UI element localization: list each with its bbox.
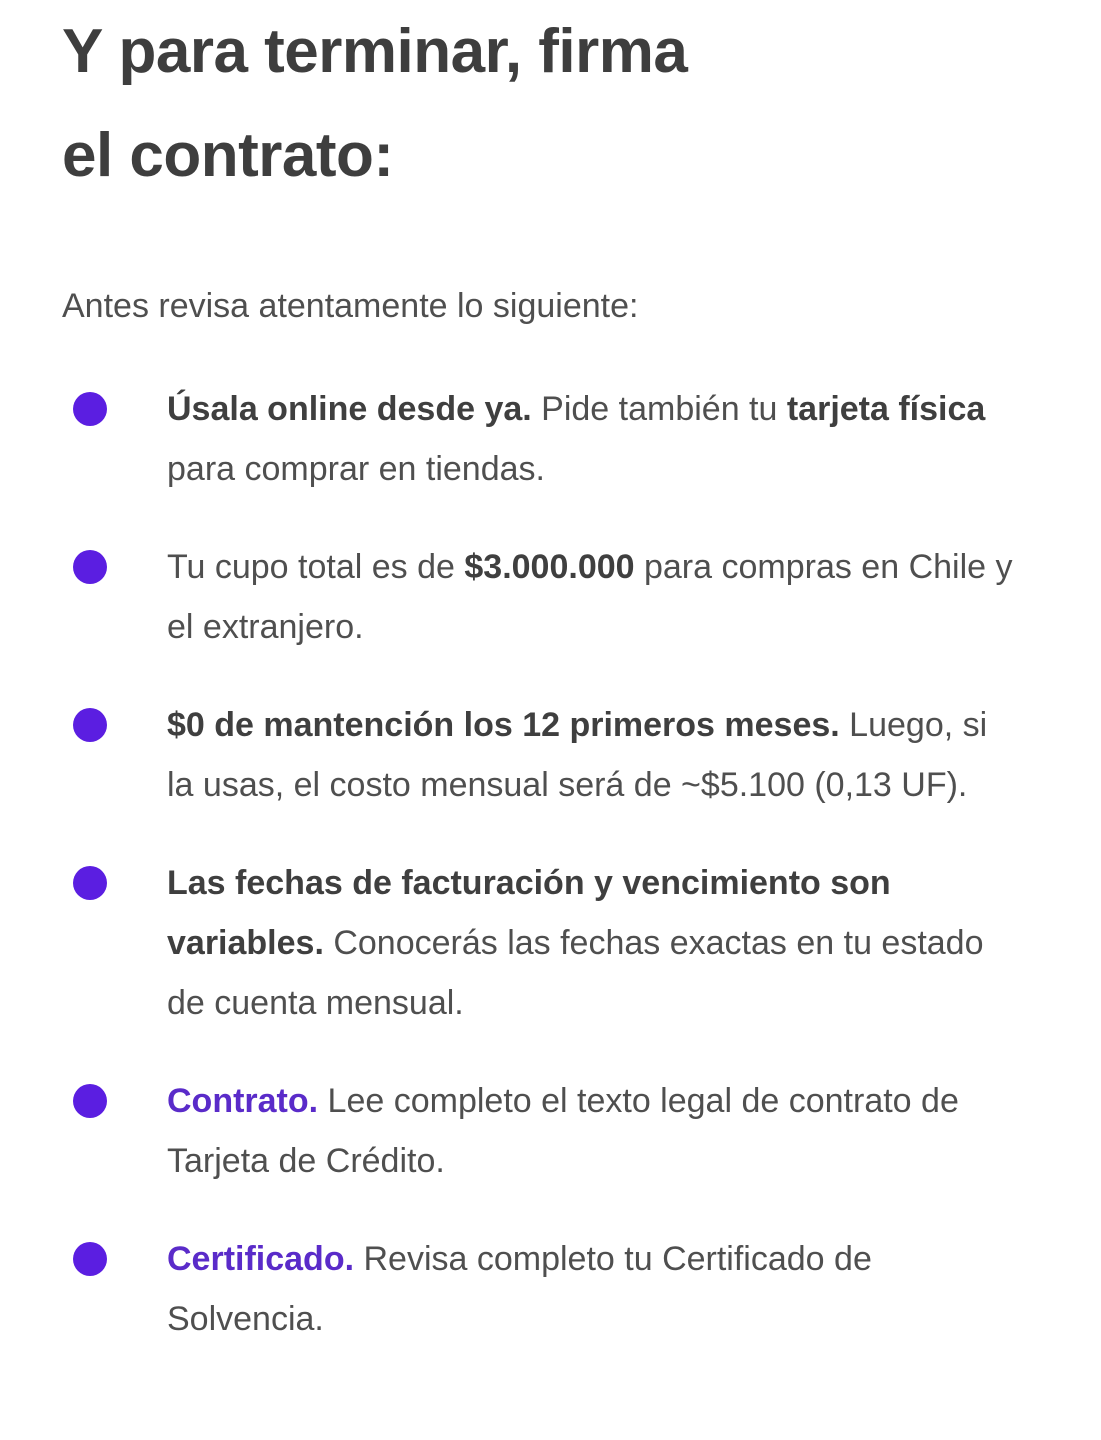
text-segment: Úsala online desde ya.: [167, 390, 532, 428]
list-item: [62, 695, 1037, 815]
bullet-dot-icon: [73, 1242, 107, 1276]
text-segment: Luego, si la usas, el costo mensual será de ~$5.100 (0,13 UF).: [167, 706, 988, 804]
list-item: [62, 853, 1037, 1033]
intro-text: Antes revisa atentamente lo siguiente:: [62, 287, 639, 325]
text-segment: tarjeta física: [786, 390, 986, 428]
text-segment: Las fechas de facturación y vencimiento son variables.: [167, 864, 891, 962]
text-segment: Lee completo el texto legal de contrato de Tarjeta de Crédito.: [167, 1082, 959, 1180]
bullet-dot-icon: [73, 392, 107, 426]
page-title-line-2: el contrato:: [62, 121, 394, 190]
text-segment: $3.000.000: [464, 548, 635, 586]
list-item: [62, 537, 1037, 657]
list-item-text: [167, 695, 1023, 815]
text-segment: para comprar en tiendas.: [167, 450, 545, 488]
text-segment: Tu cupo total es de: [167, 548, 465, 586]
certificate-link[interactable]: Certificado.: [167, 1240, 355, 1278]
list-item-text: [167, 1071, 1023, 1191]
page-title: [62, 0, 1037, 208]
list-item: [62, 1071, 1037, 1191]
page-title-line-1: Y para terminar, firma: [62, 17, 688, 86]
list-item: [62, 379, 1037, 499]
text-segment: $0 de mantención los 12 primeros meses.: [167, 706, 840, 744]
checklist: [62, 379, 1037, 1349]
bullet-dot-icon: [73, 708, 107, 742]
list-item-text: [167, 537, 1023, 657]
contract-link[interactable]: Contrato.: [167, 1082, 319, 1120]
bullet-dot-icon: [73, 866, 107, 900]
text-segment: Revisa completo tu Certificado de Solvencia.: [167, 1240, 872, 1338]
list-item-text: [167, 1229, 1023, 1349]
list-item-text: [167, 853, 1023, 1033]
list-item: [62, 1229, 1037, 1349]
text-segment: Pide también tu: [531, 390, 787, 428]
text-segment: Conocerás las fechas exactas en tu estado de cuenta mensual.: [167, 924, 984, 1022]
text-segment: para compras en Chile y el extranjero.: [167, 548, 1013, 646]
bullet-dot-icon: [73, 550, 107, 584]
bullet-dot-icon: [73, 1084, 107, 1118]
list-item-text: [167, 379, 1023, 499]
